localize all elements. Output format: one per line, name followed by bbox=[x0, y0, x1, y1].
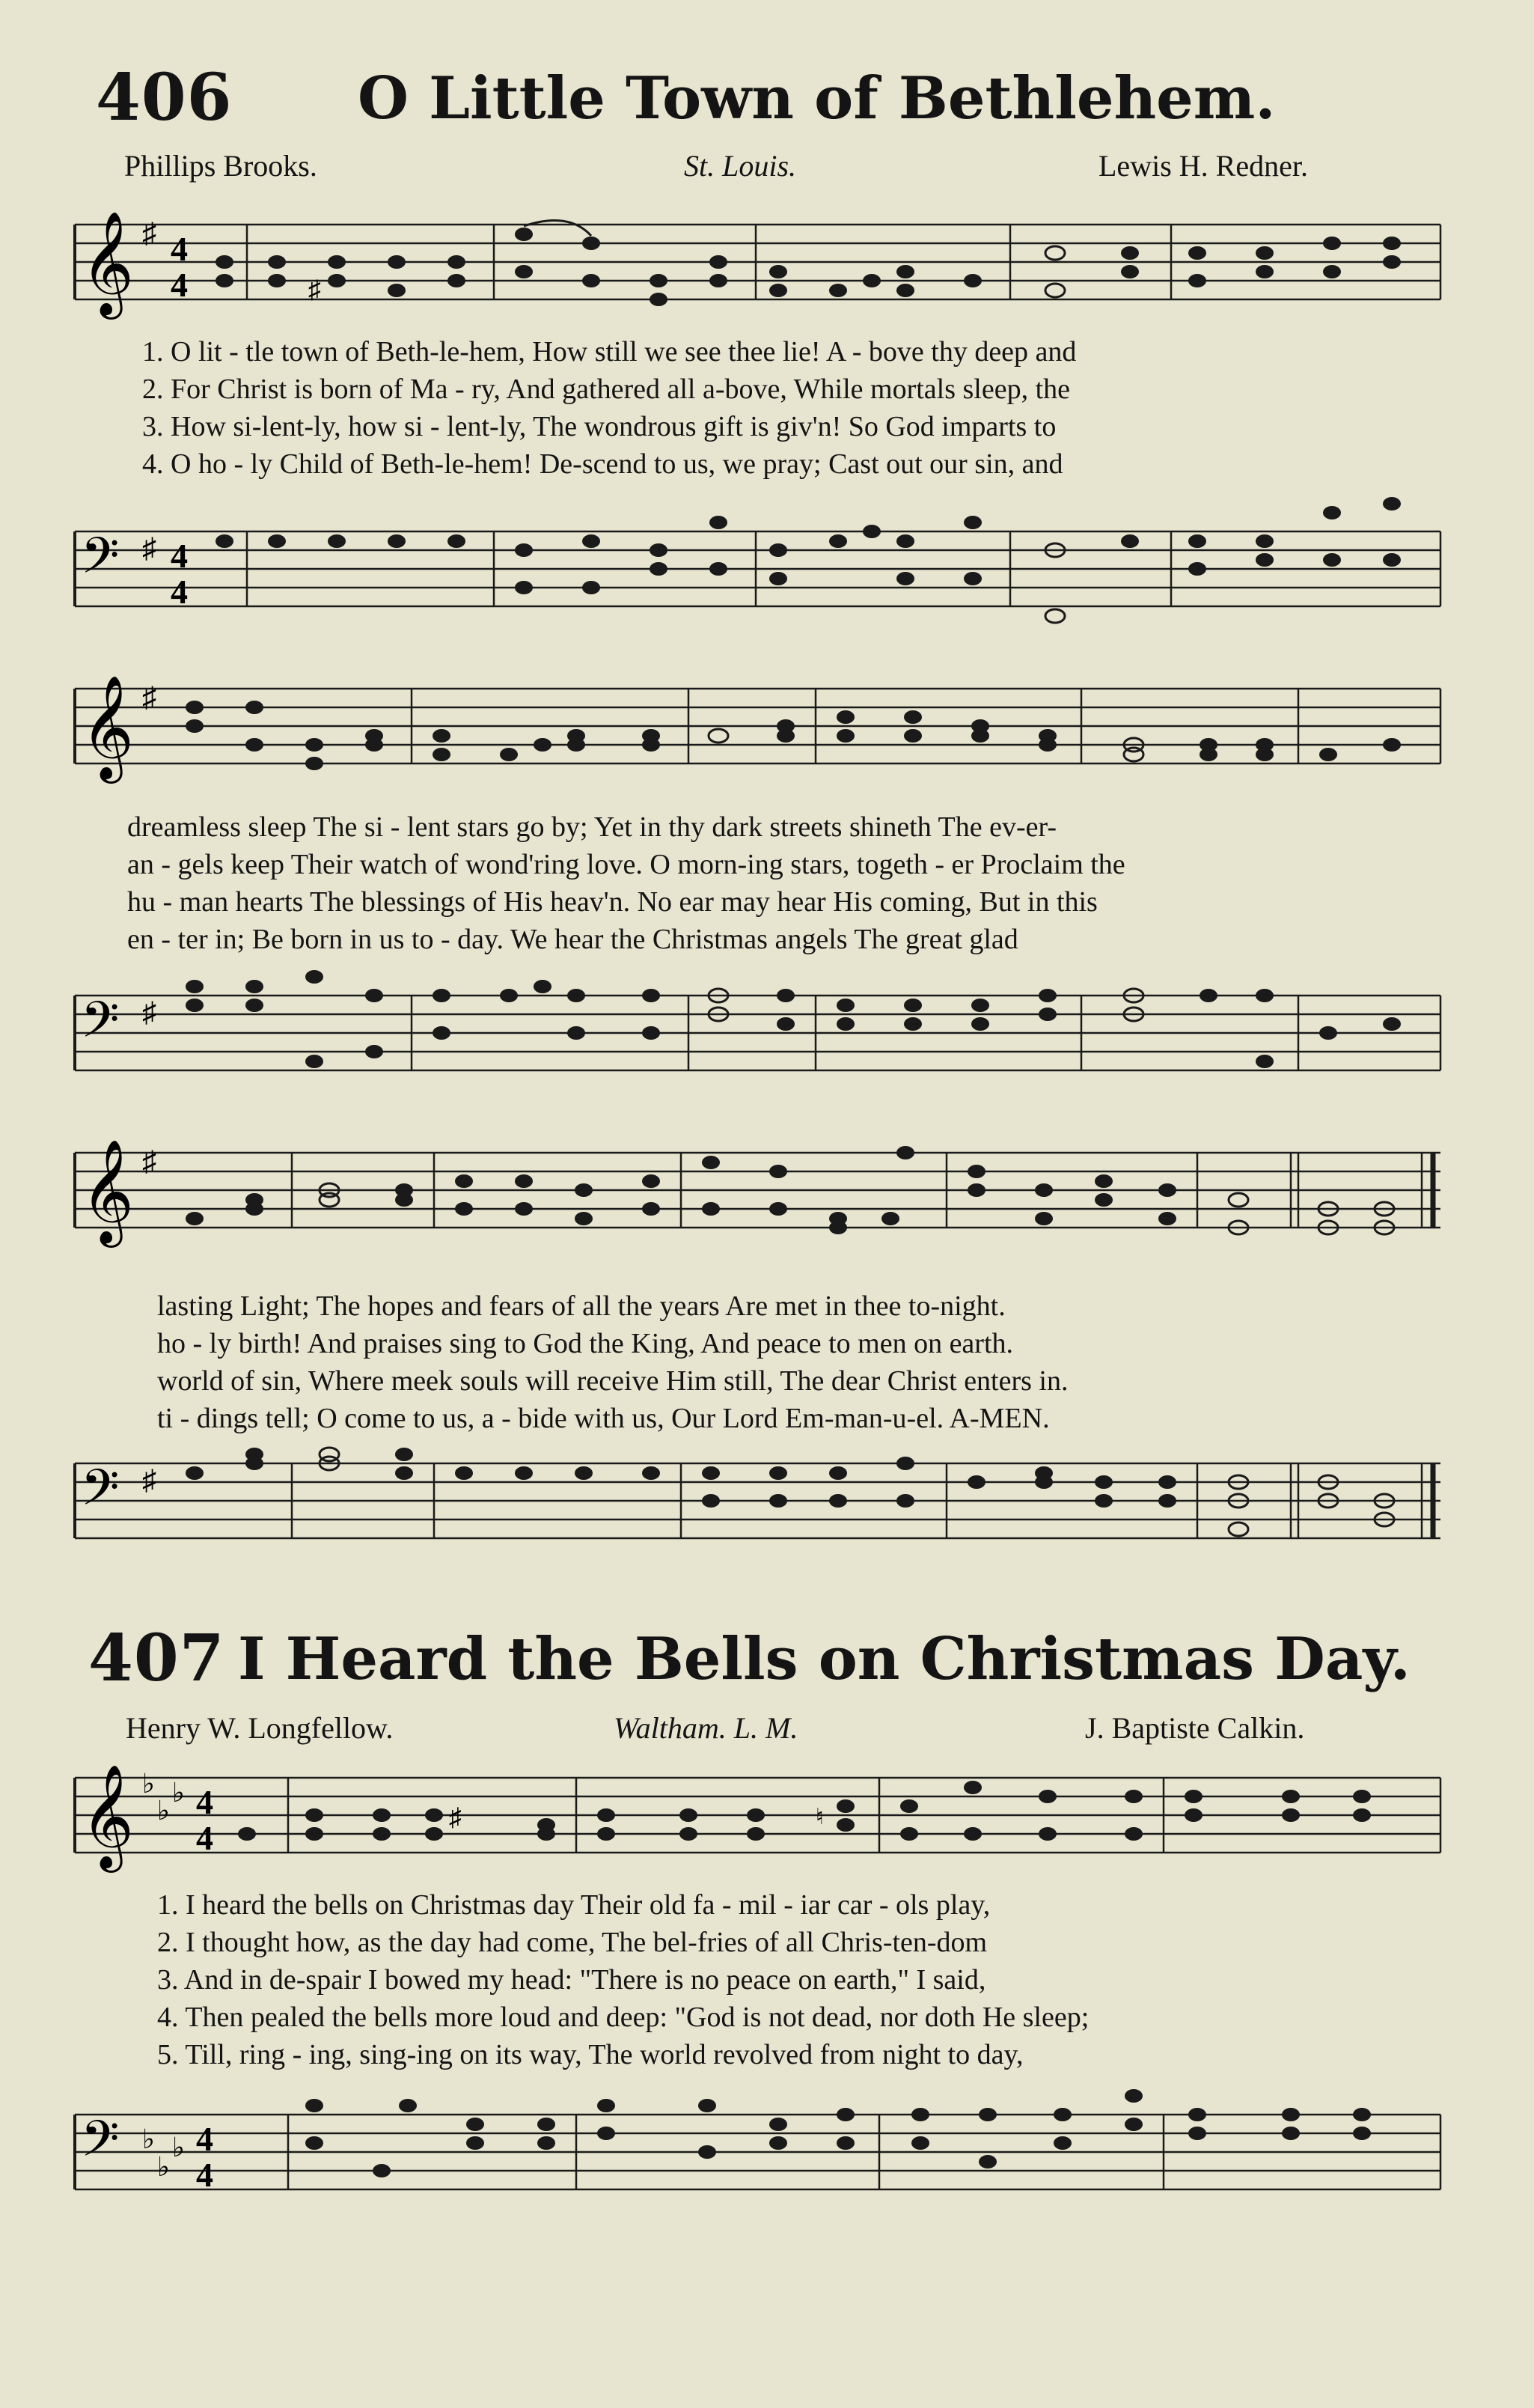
svg-text:♯: ♯ bbox=[308, 276, 321, 304]
verse-2-line: ho - ly birth! And praises sing to God the King, And peace to men on earth. bbox=[157, 1328, 1014, 1359]
verse-1-line: dreamless sleep The si - lent stars go by; Yet in thy dark streets shineth The ev-er- bbox=[127, 811, 1057, 843]
hymn-composer: J. Baptiste Calkin. bbox=[1085, 1711, 1305, 1745]
bass-staff-406-system-2 bbox=[0, 988, 1534, 1085]
verse-1-line: lasting Light; The hopes and fears of all the years Are met in thee to-night. bbox=[157, 1290, 1006, 1322]
hymn-author: Henry W. Longfellow. bbox=[126, 1711, 394, 1745]
svg-text:4: 4 bbox=[196, 1783, 213, 1821]
bass-staff-406-system-1 bbox=[0, 524, 1534, 621]
svg-text:4: 4 bbox=[196, 2156, 213, 2194]
lyrics-407-block-1 bbox=[157, 1886, 1089, 2073]
lyrics-406-block-3 bbox=[157, 1287, 1068, 1437]
svg-text:♯: ♯ bbox=[449, 1804, 462, 1832]
svg-text:𝄢: 𝄢 bbox=[81, 1459, 120, 1528]
hymn-tune: Waltham. L. M. bbox=[614, 1711, 798, 1745]
verse-4-line: 4. O ho - ly Child of Beth-le-hem! De-scend to us, we pray; Cast out our sin, and bbox=[142, 448, 1063, 480]
treble-staff-406-system-2 bbox=[0, 675, 1534, 779]
hymn-author: Phillips Brooks. bbox=[124, 149, 317, 183]
verse-3-line: 3. And in de-spair I bowed my head: "There is no peace on earth," I said, bbox=[157, 1964, 986, 1996]
verse-2-line: 2. For Christ is born of Ma - ry, And gathered all a-bove, While mortals sleep, the bbox=[142, 374, 1071, 405]
svg-text:♭: ♭ bbox=[142, 2124, 155, 2154]
treble-staff-407-system-1 bbox=[0, 1764, 1534, 1868]
svg-text:♯: ♯ bbox=[142, 1465, 156, 1496]
svg-text:♭: ♭ bbox=[142, 1769, 155, 1799]
hymn-number: 407 bbox=[88, 1621, 225, 1696]
svg-text:𝄞: 𝄞 bbox=[81, 211, 134, 315]
verse-2-line: 2. I thought how, as the day had come, The bel-fries of all Chris-ten-dom bbox=[157, 1927, 988, 1958]
svg-text:4: 4 bbox=[171, 266, 188, 304]
svg-text:𝄞: 𝄞 bbox=[81, 675, 134, 779]
bass-staff-406-system-3 bbox=[0, 1456, 1534, 1553]
lyrics-406-block-1 bbox=[142, 333, 1076, 483]
verse-1-line: 1. I heard the bells on Christmas day Their old fa - mil - iar car - ols play, bbox=[157, 1889, 991, 1921]
verse-5-line: 5. Till, ring - ing, sing-ing on its way, The world revolved from night to day, bbox=[157, 2039, 1024, 2070]
hymn-number: 406 bbox=[96, 60, 233, 135]
verse-4-line: 4. Then pealed the bells more loud and deep: "God is not dead, nor doth He sleep; bbox=[157, 2002, 1090, 2033]
svg-text:𝄢: 𝄢 bbox=[81, 991, 120, 1061]
verse-4-line: ti - dings tell; O come to us, a - bide with us, Our Lord Em-man-u-el. A-MEN. bbox=[157, 1403, 1050, 1434]
bass-staff-407-system-1 bbox=[0, 2107, 1534, 2204]
svg-text:4: 4 bbox=[171, 230, 188, 268]
verse-1-line: 1. O lit - tle town of Beth-le-hem, How still we see thee lie! A - bove thy deep and bbox=[142, 336, 1077, 368]
svg-text:♭: ♭ bbox=[157, 1796, 170, 1826]
hymn-composer: Lewis H. Redner. bbox=[1098, 149, 1308, 183]
verse-2-line: an - gels keep Their watch of wond'ring love. O morn-ing stars, togeth - er Proclaim the bbox=[127, 849, 1125, 880]
treble-staff-406-system-1 bbox=[0, 211, 1534, 315]
svg-text:4: 4 bbox=[171, 537, 188, 575]
svg-text:𝄢: 𝄢 bbox=[81, 527, 120, 597]
svg-text:4: 4 bbox=[171, 573, 188, 611]
svg-text:♭: ♭ bbox=[157, 2152, 170, 2182]
svg-text:4: 4 bbox=[196, 1819, 213, 1857]
verse-3-line: 3. How si-lent-ly, how si - lent-ly, The wondrous gift is giv'n! So God imparts to bbox=[142, 411, 1057, 442]
svg-text:♯: ♯ bbox=[142, 997, 156, 1028]
svg-text:♯: ♯ bbox=[142, 1146, 156, 1177]
hymn-title: I Heard the Bells on Christmas Day. bbox=[238, 1625, 1411, 1693]
svg-text:4: 4 bbox=[196, 2120, 213, 2158]
hymn-tune: St. Louis. bbox=[684, 149, 797, 183]
svg-text:♯: ♯ bbox=[142, 533, 156, 564]
lyrics-406-block-2 bbox=[127, 808, 1125, 958]
hymn-title: O Little Town of Bethlehem. bbox=[358, 64, 1276, 132]
svg-text:♯: ♯ bbox=[142, 682, 156, 713]
treble-staff-406-system-3 bbox=[0, 1139, 1534, 1243]
svg-text:𝄞: 𝄞 bbox=[81, 1139, 134, 1243]
svg-text:𝄞: 𝄞 bbox=[81, 1764, 134, 1868]
svg-text:𝄢: 𝄢 bbox=[81, 2110, 120, 2180]
svg-text:♯: ♯ bbox=[142, 218, 156, 249]
svg-text:♮: ♮ bbox=[816, 1805, 824, 1829]
svg-text:♭: ♭ bbox=[172, 2133, 185, 2162]
svg-text:♭: ♭ bbox=[172, 1778, 185, 1808]
verse-4-line: en - ter in; Be born in us to - day. We hear the Christmas angels The great glad bbox=[127, 924, 1018, 955]
verse-3-line: hu - man hearts The blessings of His heav'n. No ear may hear His coming, But in this bbox=[127, 886, 1098, 918]
verse-3-line: world of sin, Where meek souls will receive Him still, The dear Christ enters in. bbox=[157, 1365, 1069, 1397]
